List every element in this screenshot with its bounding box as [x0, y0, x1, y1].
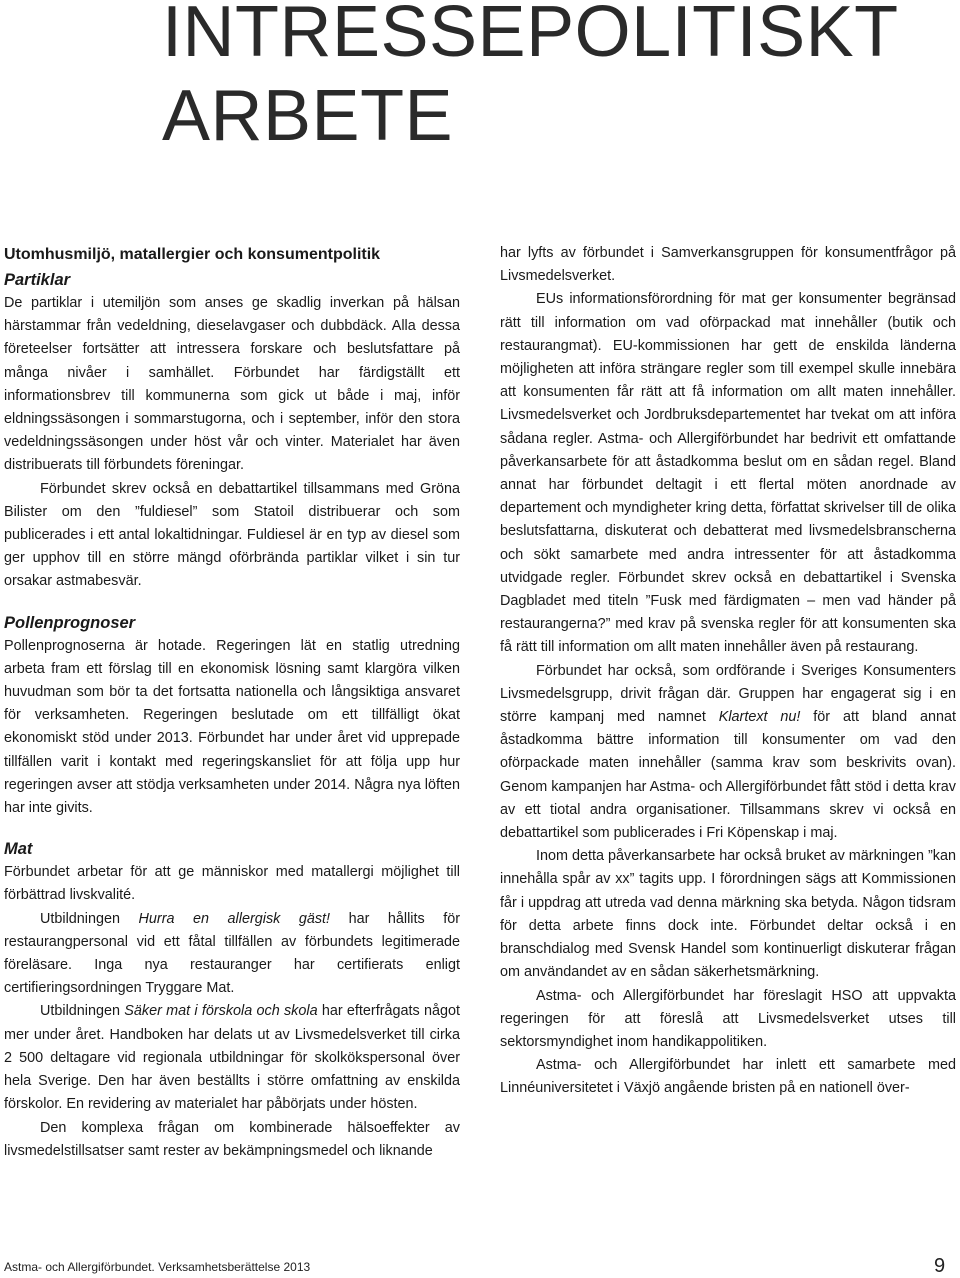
paragraph-mat-2	[4, 908, 460, 1001]
paragraph-right-3	[500, 660, 956, 846]
paragraph-partiklar-1: De partiklar i utemiljön som anses ge skadlig inverkan på hälsan härstammar från vedeldning, dieselavgaser och dubbdäck. Alla dessa företeelser fortsätter att intressera forskare och beslutsfattare på många nivåer i samhället. Förbundet har färdigställt ett informationsbrev till kommunerna som gick ut både i maj, inför eldningssäsongen i sommarstugorna, och i september, inför den stora vedeldningssäsongen under höst vår och vinter. Materialet har även distribuerats till förbundets föreningar.	[4, 295, 460, 474]
subheading-pollenprognoser: Pollenprognoser	[4, 613, 136, 632]
page-title	[162, 0, 899, 158]
paragraph-right-5: Astma- och Allergiförbundet har föreslagit HSO att uppvakta regeringen för att föreslå att Livsmedelsverket utses till sektorsmyndighet inom handikappolitiken.	[500, 987, 956, 1050]
paragraph-right-2: EUs informationsförordning för mat ger konsumenter begränsad rätt till information om vad oförpackad mat innehåller (butik och restaurangmat). EU-kommissionen har gett de enskilda länderna möjligheten att införa strängare regler som till exempel skulle innebära att konsumenten får rätt att få information om allt maten innehåller. Livsmedelsverket och Jordbruksdepartementet har tvekat om att införa sådana regler. Astma- och Allergiförbundet har bedrivit ett omfattande påverkansarbete för att åstadkomma beslut om en sådan regel. Bland annat har förbundet deltagit i ett flertal möten anordnade av departement och myndigheter kring detta, författat skrivelser till de olika beslutsfattarna, diskuterat och debatterat med livsmedelsbranscherna och sökt samarbete med andra intressenter för att åstadkomma utvidgade regler. Förbundet skrev också en debattartikel i Svenska Dagbladet med titeln ”Fusk med färdigmaten – men vad händer på restaurangerna?” med krav på svenska regler för att konsumenten ska få rätt till information om allt maten innehåller även på restaurang.	[500, 291, 956, 656]
subheading-partiklar: Partiklar	[4, 271, 71, 289]
subheading-mat: Mat	[4, 840, 33, 859]
paragraph-right-1: har lyfts av förbundet i Samverkansgruppen för konsumentfrågor på Livsmedelsverket.	[500, 245, 956, 285]
paragraph-right-3-start: Förbundet har också, som ordförande i Sveriges Konsumenters Livsmedelsgrupp, drivit frågan där. Gruppen har engagerat sig i en större kampanj med namnet	[500, 662, 956, 726]
section-heading: Utomhusmiljö, matallergier och konsumentpolitik	[4, 246, 381, 263]
page-title-line-2: ARBETE	[162, 76, 454, 156]
paragraph-mat-3-start: Utbildningen	[40, 1003, 125, 1020]
right-column	[500, 242, 956, 1101]
paragraph-right-6: Astma- och Allergiförbundet har inlett ett samarbete med Linnéuniversitetet i Växjö angående bristen på en nationell över-	[500, 1057, 956, 1097]
campaign-name: Klartext nu!	[718, 709, 801, 726]
paragraph-right-3-rest: för att bland annat åstadkomma bättre information till konsumenter om vad den oförpackade maten innehåller (samma krav som beskrivits ovan). Genom kampanjen har Astma- och Allergiförbundet fått stöd i detta krav av ett tiotal andra organisationer. Tillsammans skrev vi också en debattartikel som publicerades i Fri Köpenskap i maj.	[500, 709, 956, 842]
paragraph-partiklar-2: Förbundet skrev också en debattartikel tillsammans med Gröna Bilister om den ”fuldiesel” som Statoil distribuerar och som publicerades i ett antal lokaltidningar. Fuldiesel är en typ av diesel som ger upphov till en större mängd oförbrända partiklar vilket i sin tur orsakar astmabesvär.	[4, 480, 460, 590]
paragraph-mat-4: Den komplexa frågan om kombinerade hälsoeffekter av livsmedelstillsatser samt rester av bekämpningsmedel och liknande	[4, 1119, 460, 1159]
paragraph-mat-2-rest: har hållits för restaurangpersonal vid ett fåtal tillfällen av förbundets legitimerade föreläsare. Inga nya restauranger har certifierats enligt certifieringsordningen Tryggare Mat.	[4, 910, 460, 997]
page-title-line-1: INTRESSEPOLITISKT	[162, 0, 899, 72]
paragraph-mat-2-start: Utbildningen	[40, 910, 139, 927]
paragraph-mat-3	[4, 1000, 460, 1116]
paragraph-pollenprognoser: Pollenprognoserna är hotade. Regeringen lät en statlig utredning arbeta fram ett förslag till en ekonomisk lösning samt klargöra vilken huvudman som bör ta det fortsatta nationella och långsiktiga ansvaret för verksamheten. Regeringen beslutade om ett tillfälligt ökat ekonomiskt stöd under 2013. Förbundet har under året vid upprepade tillfällen varit i kontakt med regeringskansliet för att följa upp hur regeringen avser att stödja verksamheten under 2014. Några nya löften har inte givits.	[4, 637, 460, 817]
course-title-saker-mat: Säker mat i förskola och skola	[124, 1003, 318, 1020]
paragraph-mat-3-rest: har efterfrågats något mer under året. Handboken har delats ut av Livsmedelsverket till cirka 2 500 deltagare vid regionala utbildningar för skolkökspersonal över hela Sverige. Den har även beställts i större omfattning av enskilda förskolor. En revidering av materialet har påbörjats under hösten.	[4, 1003, 460, 1113]
left-column	[4, 242, 460, 1163]
footer-text: Astma- och Allergiförbundet. Verksamhetsberättelse 2013	[4, 1260, 311, 1274]
course-title-hurra: Hurra en allergisk gäst!	[138, 910, 331, 927]
page-number: 9	[934, 1255, 946, 1277]
paragraph-mat-1: Förbundet arbetar för att ge människor med matallergi möjlighet till förbättrad livskvalité.	[4, 864, 460, 904]
paragraph-right-4: Inom detta påverkansarbete har också bruket av märkningen ”kan innehålla spår av xx” tagits upp. I förordningen sägs att Kommissionen får i uppdrag att utreda vad denna märkning ska betyda. Någon tidsram för detta arbete finns dock inte. Förbundet deltar också i en branschdialog med Svensk Handel som kontinuerligt diskuterar frågan om användandet av en sådan säkerhetsmärkning.	[500, 848, 956, 981]
